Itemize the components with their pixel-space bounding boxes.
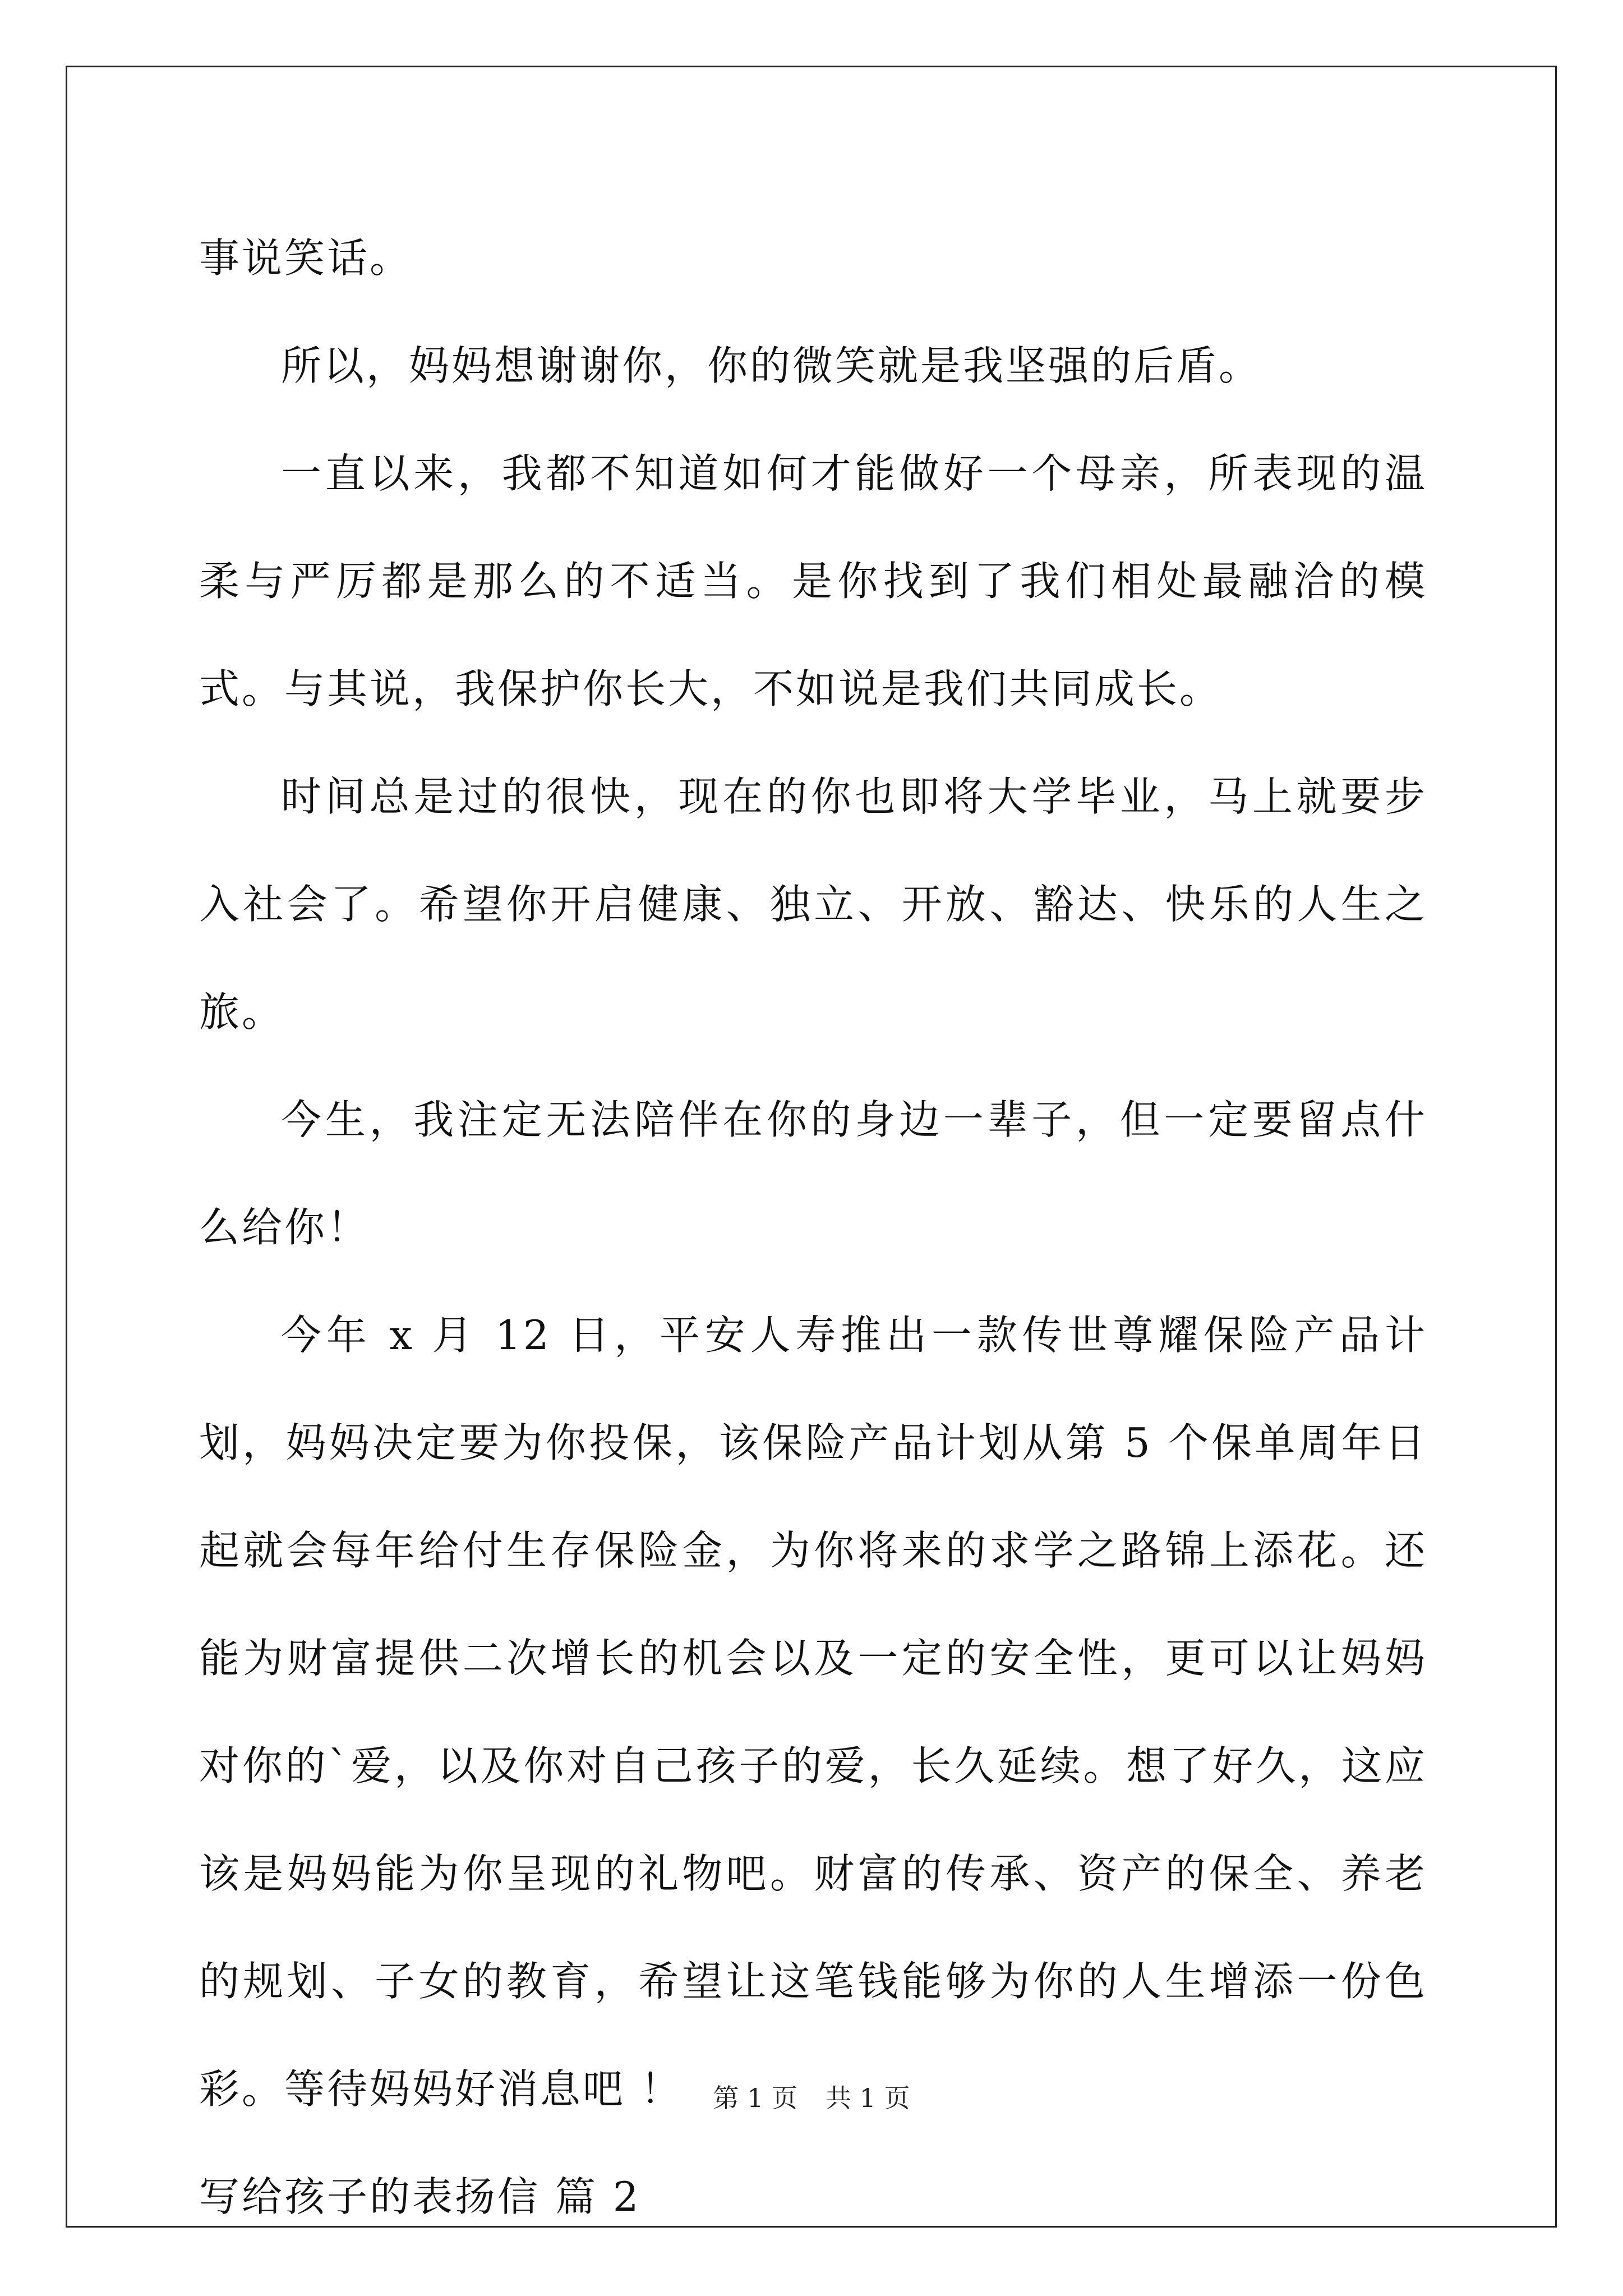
paragraph: 事说笑话。 bbox=[199, 234, 413, 282]
page-footer bbox=[0, 2081, 1623, 2115]
document-body bbox=[199, 204, 1427, 2251]
section-heading: 写给孩子的表扬信 篇 2 bbox=[199, 2173, 641, 2220]
page-total: 共 1 页 bbox=[826, 2083, 910, 2113]
paragraph: 时间总是过的很快，现在的你也即将大学毕业，马上就要步入社会了。希望你开启健康、独立、开放、豁达、快乐的人生之旅。 bbox=[199, 773, 1427, 1036]
paragraph: 一直以来，我都不知道如何才能做好一个母亲，所表现的温柔与严厉都是那么的不适当。是你找到了我们相处最融洽的模式。与其说，我保护你长大，不如说是我们共同成长。 bbox=[199, 450, 1427, 712]
paragraph: 今生，我注定无法陪伴在你的身边一辈子，但一定要留点什么给你！ bbox=[199, 1096, 1427, 1251]
page-number: 第 1 页 bbox=[713, 2083, 797, 2113]
paragraph: 所以，妈妈想谢谢你，你的微笑就是我坚强的后盾。 bbox=[281, 342, 1262, 389]
paragraph: 今年 x 月 12 日，平安人寿推出一款传世尊耀保险产品计划，妈妈决定要为你投保，该保险产品计划从第 5 个保单周年日起就会每年给付生存保险金，为你将来的求学之路锦上添花。还能为财富提供二次增长的机会以及一定的安全性，更可以让妈妈对你的`爱，以及你对自己孩子的爱，长久延续。想了好久，这应该是妈妈能为你呈现的礼物吧。财富的传承、资产的保全、养老的规划、子女的教育，希望让这笔钱能够为你的人生增添一份色彩。等待妈妈好消息吧 ！ bbox=[199, 1312, 1427, 2113]
